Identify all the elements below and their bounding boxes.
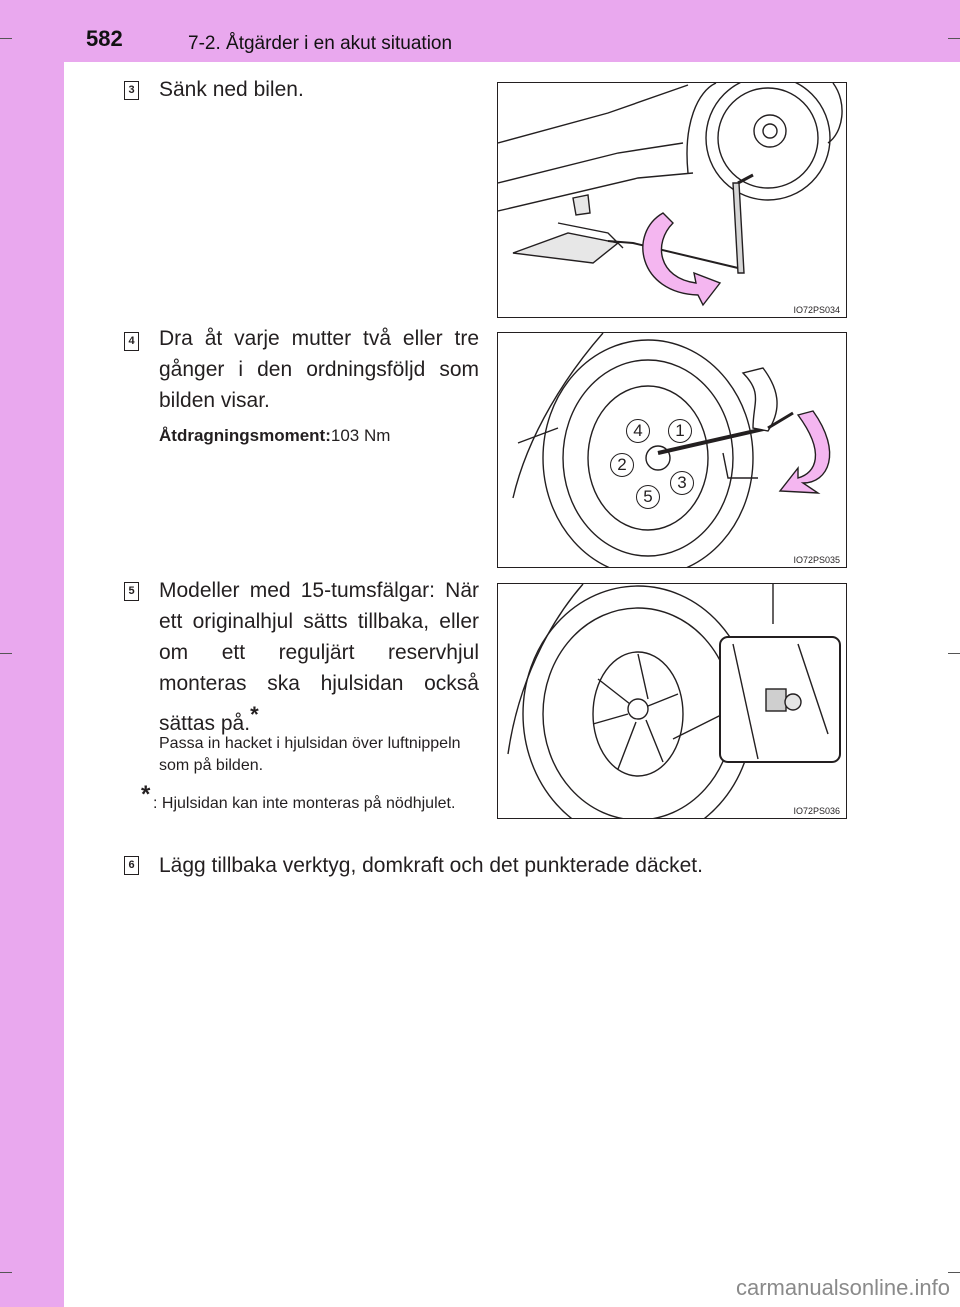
step-5-note: Passa in hacket i hjulsidan över luftnippeln som på bilden. [159,735,461,774]
footer-watermark[interactable]: carmanualsonline.info [735,1275,950,1300]
figure-code: IO72PS035 [793,555,840,565]
footnote-text: : Hjulsidan kan inte monteras på nödhjulet. [153,795,456,812]
step-5-text [159,575,479,739]
step-5-body: Modeller med 15-tumsfälgar: När ett originalhjul sätts tillbaka, eller om ett reguljärt reservhjul monteras ska hjulsidan också sättas på. [159,579,479,735]
nut-label: 3 [670,471,694,495]
torque-label: Åtdragningsmoment: [159,426,331,445]
torque-value: 103 Nm [330,426,391,445]
figure-tighten-nuts [497,332,847,568]
step-3-text: Sänk ned bilen. [159,78,304,101]
nut-label: 2 [610,453,634,477]
crop-mark [948,38,960,39]
torque-spec [159,425,479,447]
step-number-badge: 3 [124,81,139,100]
figure-wheel-cover [497,583,847,819]
figure-code: IO72PS034 [793,305,840,315]
footnote-mark: * [141,781,151,808]
crop-mark [0,1272,12,1273]
section-title: 7-2. Åtgärder i en akut situation [188,33,453,54]
rotation-arrow-icon [643,213,720,305]
asterisk-mark: * [250,702,259,727]
lower-car-illustration [498,83,846,317]
crop-mark [948,1272,960,1273]
crop-mark [948,653,960,654]
step-6-text: Lägg tillbaka verktyg, domkraft och det punkterade däcket. [159,854,703,877]
figure-lower-car [497,82,847,318]
step-number-badge: 5 [124,582,139,601]
nut-label: 1 [668,419,692,443]
rotation-arrow-icon [780,411,830,493]
nut-label: 5 [636,485,660,509]
tighten-nuts-illustration [498,333,846,567]
step-number-badge: 6 [124,856,139,875]
nut-label: 4 [626,419,650,443]
wheel-cover-illustration [498,584,846,818]
page-number: 582 [86,26,123,51]
crop-mark [0,38,12,39]
step-number-badge: 4 [124,332,139,351]
figure-code: IO72PS036 [793,806,840,816]
crop-mark [0,653,12,654]
step-4-text: Dra åt varje mutter två eller tre gånger i den ordningsföljd som bilden visar. [159,327,479,412]
